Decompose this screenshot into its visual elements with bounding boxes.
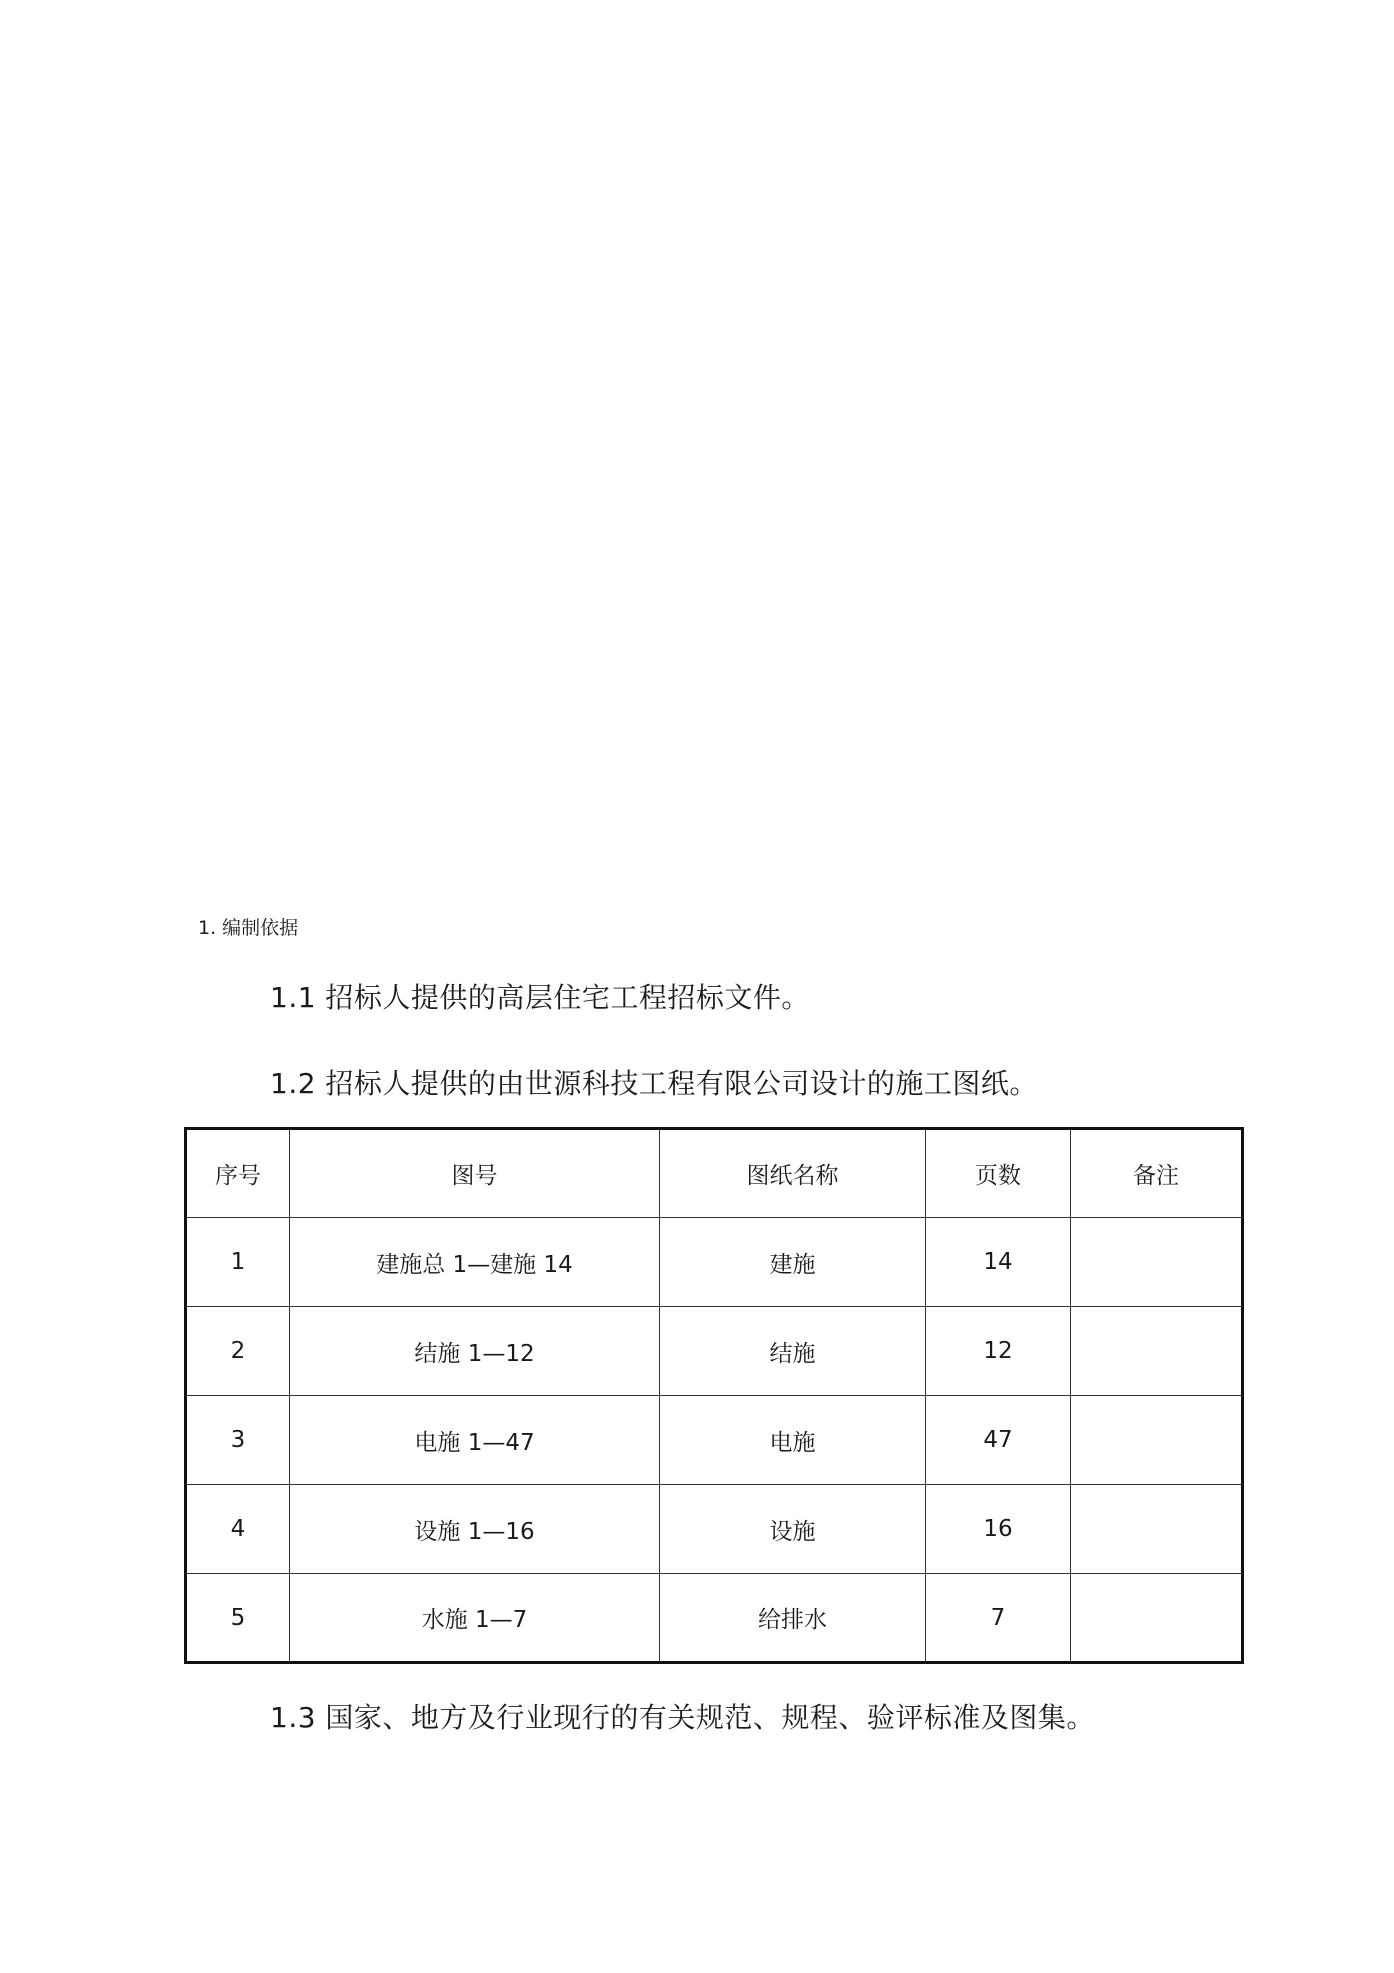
cell-code: 电施 1—47 [290, 1396, 660, 1485]
cell-name: 给排水 [660, 1574, 926, 1663]
drawing-list-table [184, 1127, 1244, 1664]
cell-no: 2 [186, 1307, 290, 1396]
cell-name: 建施 [660, 1218, 926, 1307]
cell-no: 4 [186, 1485, 290, 1574]
table-row [186, 1218, 1243, 1307]
cell-pages: 14 [926, 1218, 1071, 1307]
cell-code: 水施 1—7 [290, 1574, 660, 1663]
paragraph-1-1: 1.1 招标人提供的高层住宅工程招标文件。 [270, 981, 810, 1014]
table-row [186, 1574, 1243, 1663]
header-code: 图号 [290, 1129, 660, 1218]
header-pages: 页数 [926, 1129, 1071, 1218]
cell-no: 3 [186, 1396, 290, 1485]
cell-pages: 12 [926, 1307, 1071, 1396]
header-no: 序号 [186, 1129, 290, 1218]
header-name: 图纸名称 [660, 1129, 926, 1218]
header-notes: 备注 [1071, 1129, 1243, 1218]
cell-notes [1071, 1307, 1243, 1396]
cell-pages: 16 [926, 1485, 1071, 1574]
section-heading: 1. 编制依据 [198, 917, 299, 939]
cell-pages: 47 [926, 1396, 1071, 1485]
cell-notes [1071, 1396, 1243, 1485]
cell-code: 设施 1—16 [290, 1485, 660, 1574]
cell-name: 结施 [660, 1307, 926, 1396]
cell-name: 设施 [660, 1485, 926, 1574]
cell-no: 1 [186, 1218, 290, 1307]
cell-name: 电施 [660, 1396, 926, 1485]
cell-notes [1071, 1574, 1243, 1663]
cell-code: 结施 1—12 [290, 1307, 660, 1396]
table-row [186, 1396, 1243, 1485]
table-row [186, 1485, 1243, 1574]
cell-notes [1071, 1218, 1243, 1307]
cell-pages: 7 [926, 1574, 1071, 1663]
table-row [186, 1307, 1243, 1396]
cell-code: 建施总 1—建施 14 [290, 1218, 660, 1307]
cell-no: 5 [186, 1574, 290, 1663]
table-header-row [186, 1129, 1243, 1218]
paragraph-1-2: 1.2 招标人提供的由世源科技工程有限公司设计的施工图纸。 [270, 1067, 1038, 1100]
paragraph-1-3: 1.3 国家、地方及行业现行的有关规范、规程、验评标准及图集。 [270, 1701, 1095, 1734]
cell-notes [1071, 1485, 1243, 1574]
